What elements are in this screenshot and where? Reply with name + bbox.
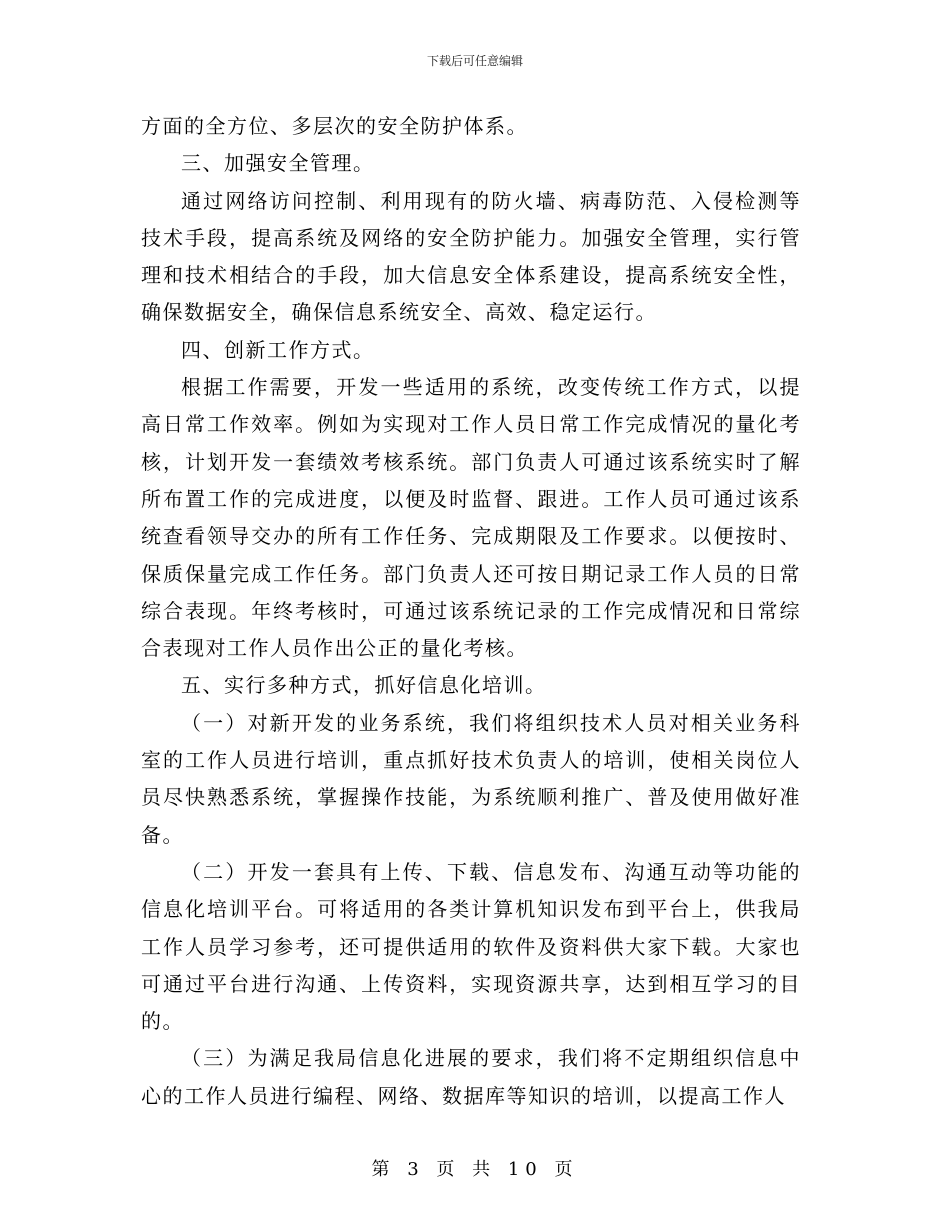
section-heading-4: 四、创新工作方式。	[181, 337, 375, 362]
page-footer: 第 3 页 共 10 页	[371, 1159, 579, 1180]
paragraph-3: 通过网络访问控制、利用现有的防火墙、病毒防范、入侵检测等技术手段，提高系统及网络的安全防护能力。加强安全管理，实行管理和技术相结合的手段，加大信息安全体系建设，提高系统安全性，确保数据安全，确保信息系统安全、高效、稳定运行。	[141, 188, 801, 325]
paragraph-1: 方面的全方位、多层次的安全防护体系。	[141, 114, 528, 138]
paragraph-9: （三）为满足我局信息化进展的要求，我们将不定期组织信息中心的工作人员进行编程、网络、数据库等知识的培训，以提高工作人	[141, 1046, 801, 1108]
page-header: 下载后可任意编辑	[426, 54, 523, 68]
section-heading-5: 五、实行多种方式，抓好信息化培训。	[181, 673, 547, 698]
paragraph-8: （二）开发一套具有上传、下载、信息发布、沟通互动等功能的信息化培训平台。可将适用的各类计算机知识发布到平台上，供我局工作人员学习参考，还可提供适用的软件及资料供大家下载。大家也可通过平台进行沟通、上传资料，实现资源共享，达到相互学习的目的。	[141, 859, 801, 1034]
paragraph-7: （一）对新开发的业务系统，我们将组织技术人员对相关业务科室的工作人员进行培训，重点抓好技术负责人的培训，使相关岗位人员尽快熟悉系统，掌握操作技能，为系统顺利推广、普及使用做好准备。	[141, 710, 801, 847]
document-body	[141, 108, 801, 1115]
paragraph-5: 根据工作需要，开发一些适用的系统，改变传统工作方式，以提高日常工作效率。例如为实现对工作人员日常工作完成情况的量化考核，计划开发一套绩效考核系统。部门负责人可通过该系统实时了解所布置工作的完成进度，以便及时监督、跟进。工作人员可通过该系统查看领导交办的所有工作任务、完成期限及工作要求。以便按时、保质保量完成工作任务。部门负责人还可按日期记录工作人员的日常综合表现。年终考核时，可通过该系统记录的工作完成情况和日常综合表现对工作人员作出公正的量化考核。	[141, 375, 801, 661]
section-heading-3: 三、加强安全管理。	[181, 151, 375, 176]
